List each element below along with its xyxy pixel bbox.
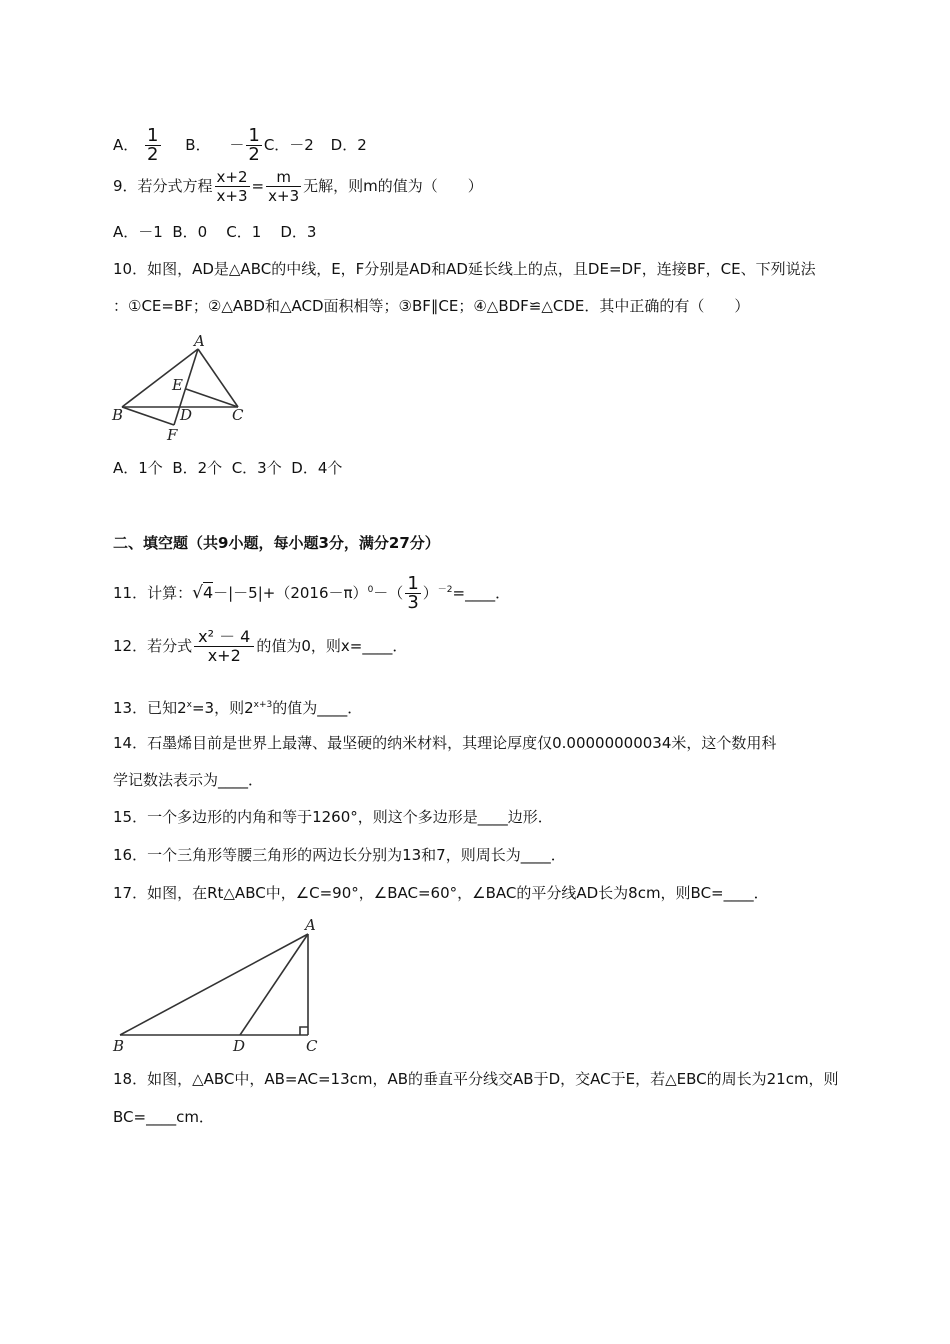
q13-prefix: 13．已知2	[113, 699, 187, 717]
sqrt-symbol: √	[192, 583, 203, 603]
q9-fraction-1: $\frac{x+2}{x+3}$	[216, 168, 248, 205]
q18-line-1: 18．如图，△ABC中，AB=AC=13cm，AB的垂直平分线交AB于D，交AC于E，若△EBC的周长为21cm，则	[113, 1070, 839, 1088]
q10-label-d: D	[180, 406, 193, 424]
q12-prefix: 12．若分式	[113, 637, 193, 655]
q8-option-a-label: A．	[113, 136, 139, 154]
q11-exponent: －2	[437, 585, 453, 595]
q8-option-b-fraction: $\frac{1}{2}$	[248, 125, 260, 165]
q11-part-2: －（	[373, 584, 404, 602]
q12-suffix: 的值为0，则x=____．	[256, 637, 408, 655]
q11-sqrt-value: 4	[202, 583, 214, 602]
q10-line-2: ：①CE=BF；②△ABD和△ACD面积相等；③BF∥CE；④△BDF≌△CDE．其中正确的有（ ）	[113, 297, 750, 315]
q17-label-d: D	[233, 1037, 246, 1055]
q10-label-c: C	[232, 406, 244, 424]
q13-question	[113, 695, 362, 718]
q17-question: 17．如图，在Rt△ABC中，∠C=90°，∠BAC=60°，∠BAC的平分线AD长为8cm，则BC=____．	[113, 884, 769, 902]
q11-part-1: －|－5|+（2016－π）	[213, 584, 368, 602]
q16-question: 16．一个三角形等腰三角形的两边长分别为13和7，则周长为____．	[113, 846, 566, 864]
q10-options: A．1个 B．2个 C．3个 D．4个	[113, 459, 343, 477]
q8-option-b-sign: －	[229, 136, 245, 154]
q8-option-c: C．－2	[263, 136, 314, 154]
q13-suffix: 的值为____．	[272, 699, 363, 717]
q17-label-a: A	[305, 916, 316, 934]
q14-line-2: 学记数法表示为____．	[113, 771, 264, 789]
q14-line-1: 14．石墨烯目前是世界上最薄、最坚硬的纳米材料，其理论厚度仅0.00000000034米，这个数用科	[113, 734, 777, 752]
q11-part-3: ）	[422, 584, 438, 602]
q9-prefix: 9．若分式方程	[113, 177, 213, 195]
q9-options: A．－1 B．0 C．1 D．3	[113, 223, 317, 241]
q15-question: 15．一个多边形的内角和等于1260°，则这个多边形是____边形．	[113, 808, 553, 826]
q8-option-a-fraction: $\frac{1}{2}$	[147, 125, 159, 165]
q12-question	[113, 628, 407, 665]
q10-label-b: B	[112, 406, 124, 424]
q13-exponent-1: x	[186, 700, 192, 710]
q18-line-2: BC=____cm．	[113, 1108, 214, 1126]
q17-label-b: B	[113, 1037, 125, 1055]
q17-label-c: C	[306, 1037, 318, 1055]
q8-options	[113, 127, 367, 164]
q10-triangle-figure	[110, 332, 270, 444]
q10-label-e: E	[172, 376, 183, 394]
q11-suffix: =____．	[452, 584, 511, 602]
q13-exponent-2: x+3	[253, 700, 273, 710]
q11-exponent-0: 0	[367, 585, 374, 595]
q12-fraction: $\frac{\text{x² － 4}}{x+2}$	[194, 628, 254, 665]
q9-question	[113, 168, 483, 205]
q9-suffix: 无解，则m的值为（ ）	[303, 177, 483, 195]
q11-prefix: 11．计算：	[113, 584, 193, 602]
q9-fraction-2: $\frac{m}{x+3}$	[268, 168, 300, 205]
q13-middle: =3，则2	[191, 699, 254, 717]
q8-option-b-label: B．	[185, 136, 211, 154]
section-2-heading: 二、填空题（共9小题，每小题3分，满分27分）	[113, 534, 440, 552]
q11-fraction: $\frac{1}{3}$	[407, 573, 419, 613]
q8-option-d: D．2	[330, 136, 367, 154]
q9-equals: =	[251, 177, 265, 195]
q10-line-1: 10．如图，AD是△ABC的中线，E，F分别是AD和AD延长线上的点，且DE=DF，连接BF，CE、下列说法	[113, 260, 816, 278]
q11-question	[113, 575, 510, 612]
q10-label-f: F	[167, 426, 178, 444]
q17-right-triangle-figure	[108, 916, 328, 1056]
q10-label-a: A	[194, 332, 205, 350]
